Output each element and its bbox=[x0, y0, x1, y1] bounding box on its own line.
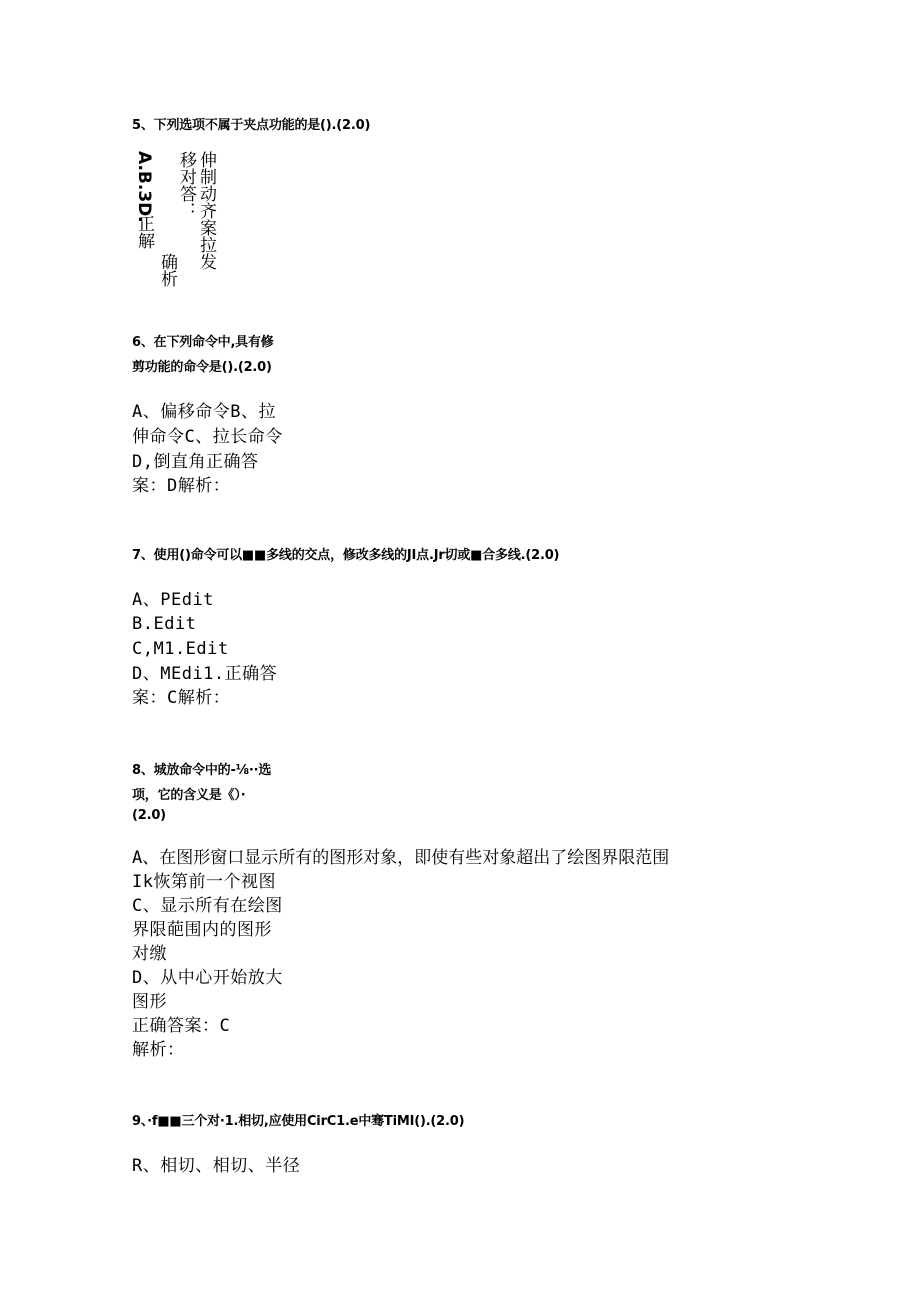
question-6-line-1: A、偏移命令B、拉 bbox=[132, 402, 276, 422]
question-8-line-2: Ik恢第前一个视图 bbox=[132, 872, 276, 892]
question-9-title: 9、·f■■三个对·1.相切,应使用CirC1.e中骞TiMI().(2.0) bbox=[132, 1114, 465, 1129]
question-5-column-4: 伸制动齐案拉发 bbox=[196, 151, 216, 270]
question-5-answer-label: 正解 bbox=[134, 215, 154, 249]
question-7-line-1: A、PEdit bbox=[132, 590, 214, 610]
question-8-line-7: 图形 bbox=[132, 992, 167, 1012]
question-6-line-3: D,倒直角正确答 bbox=[132, 452, 259, 472]
question-5-analysis-label: 确析 bbox=[157, 253, 177, 287]
question-6-line-4: 案：D解析： bbox=[132, 476, 231, 496]
question-5-options-letters: A.B.3D. bbox=[134, 151, 154, 223]
question-6-title-line-1: 6、在下列命令中,具有修 bbox=[132, 335, 274, 350]
question-8-line-4: 界限葩围内的图形 bbox=[132, 920, 272, 940]
question-5-title: 5、下列选项不属于夹点功能的是().(2.0) bbox=[132, 118, 371, 133]
question-8-line-6: D、从中心开始放大 bbox=[132, 968, 283, 988]
question-5-column-3: 移对答： bbox=[176, 151, 196, 219]
question-7-title: 7、使用()命令可以■■多线的交点，修改多线的JI点.Jr切或■合多线.(2.0) bbox=[132, 548, 560, 563]
question-8-line-1: A、在图形窗口显示所有的图形对象，即使有些对象超出了绘图界限范围 bbox=[132, 848, 670, 868]
question-8-line-5: 对缴 bbox=[132, 944, 167, 964]
question-8-line-3: C、显示所有在绘图 bbox=[132, 896, 283, 916]
question-9-line-1: R、相切、相切、半径 bbox=[132, 1156, 301, 1176]
question-8-line-9: 解析： bbox=[132, 1040, 185, 1060]
question-6-title-line-2: 剪功能的命令是().(2.0) bbox=[132, 360, 272, 375]
question-7-line-5: 案：C解析： bbox=[132, 688, 231, 708]
question-7-line-4: D、MEdi1.正确答 bbox=[132, 664, 278, 684]
question-8-line-8: 正确答案：C bbox=[132, 1016, 231, 1036]
question-7-line-2: B.Edit bbox=[132, 614, 197, 634]
question-6-line-2: 伸命令C、拉长命令 bbox=[132, 427, 283, 447]
question-8-title-line-2: 项，它的含义是《）· bbox=[132, 788, 246, 803]
question-8-title-line-1: 8、城放命令中的-⅛··选 bbox=[132, 763, 272, 778]
question-8-title-line-3: (2.0) bbox=[132, 808, 166, 823]
question-7-line-3: C,M1.Edit bbox=[132, 639, 229, 659]
